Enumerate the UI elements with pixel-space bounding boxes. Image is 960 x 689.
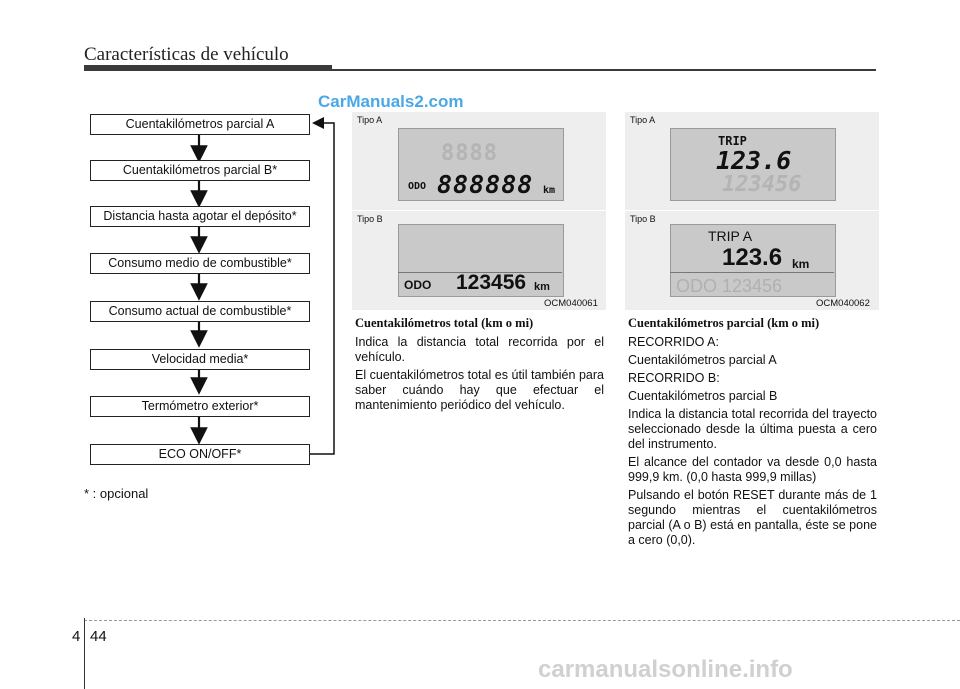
watermark-top: CarManuals2.com: [318, 92, 464, 111]
trip-a-code: RECORRIDO A:: [628, 335, 719, 349]
trip-paragraph-3: Pulsando el botón RESET durante más de 1 segundo mientras el cuentakilómetros parcial (A o B) está en pantalla, éste se pone a cero (0,0).: [628, 488, 877, 547]
odometer-paragraph-2: El cuentakilómetros total es útil también para saber cuándo hay que efectuar el mantenimiento periódico del vehículo.: [355, 368, 604, 412]
lcd-b-trip-digits: 123.6: [722, 244, 783, 271]
optional-note: * : opcional: [84, 486, 149, 501]
trip-a-desc: Cuentakilómetros parcial A: [628, 353, 777, 367]
footer-divider: [84, 618, 85, 689]
type-a-label: Tipo A: [357, 115, 383, 125]
lcd-ghost-odo: 123456: [722, 172, 802, 197]
type-b-label-right: Tipo B: [630, 214, 656, 224]
lcd-a-trip-digits: 123.6: [716, 146, 792, 175]
lcd-b-trip-line: [670, 272, 834, 273]
lcd-b-unit: km: [534, 281, 550, 293]
odometer-section: [355, 316, 604, 416]
trip-paragraph-1: Indica la distancia total recorrida del trayecto seleccionado desde la última puesta a cero del instrumento.: [628, 407, 877, 451]
trip-meter-section: [628, 316, 877, 551]
lcd-a-digits: 888888: [437, 170, 534, 199]
lcd-b-digits: 123456: [456, 271, 527, 294]
lcd-b-trip-unit: km: [792, 257, 810, 271]
flow-step-trip-a: Cuentakilómetros parcial A: [90, 114, 310, 135]
flow-step-outside-temp: Termómetro exterior*: [90, 396, 310, 417]
lcd-ghost-digits: 8888: [441, 141, 498, 166]
figure-code-left: OCM040061: [544, 298, 598, 309]
figure-code-right: OCM040062: [816, 298, 870, 309]
page-header-title: Características de vehículo: [84, 44, 289, 65]
lcd-a-odo-label: ODO: [408, 181, 427, 192]
trip-b-desc: Cuentakilómetros parcial B: [628, 389, 778, 403]
flow-step-instant-fuel: Consumo actual de combustible*: [90, 301, 310, 322]
type-a-label-right: Tipo A: [630, 115, 656, 125]
figure-divider: [352, 210, 606, 211]
trip-meter-heading: Cuentakilómetros parcial (km o mi): [628, 316, 820, 330]
odometer-paragraph-1: Indica la distancia total recorrida por el vehículo.: [355, 335, 604, 364]
flow-step-avg-fuel: Consumo medio de combustible*: [90, 253, 310, 274]
chapter-number: 4: [72, 628, 81, 645]
footer-rule: [84, 620, 960, 622]
lcd-b-odo-label: ODO: [404, 278, 432, 292]
lcd-b-trip-label: TRIP A: [708, 228, 753, 244]
page-number: 44: [90, 628, 107, 645]
trip-b-code: RECORRIDO B:: [628, 371, 720, 385]
flow-step-avg-speed: Velocidad media*: [90, 349, 310, 370]
flow-step-eco: ECO ON/OFF*: [90, 444, 310, 465]
lcd-a-trip-label: TRIP: [718, 134, 747, 148]
flow-step-trip-b: Cuentakilómetros parcial B*: [90, 160, 310, 181]
odometer-heading: Cuentakilómetros total (km o mi): [355, 316, 534, 330]
flow-step-distance-to-empty: Distancia hasta agotar el depósito*: [90, 206, 310, 227]
figure-divider-right: [625, 210, 879, 211]
watermark-bottom: carmanualsonline.info: [538, 656, 793, 683]
lcd-a-unit: km: [543, 185, 556, 196]
type-b-label: Tipo B: [357, 214, 383, 224]
lcd-ghost-odo-b: ODO 123456: [676, 276, 783, 296]
trip-paragraph-2: El alcance del contador va desde 0,0 hasta 999,9 km. (0,0 hasta 999,9 millas): [628, 455, 877, 484]
